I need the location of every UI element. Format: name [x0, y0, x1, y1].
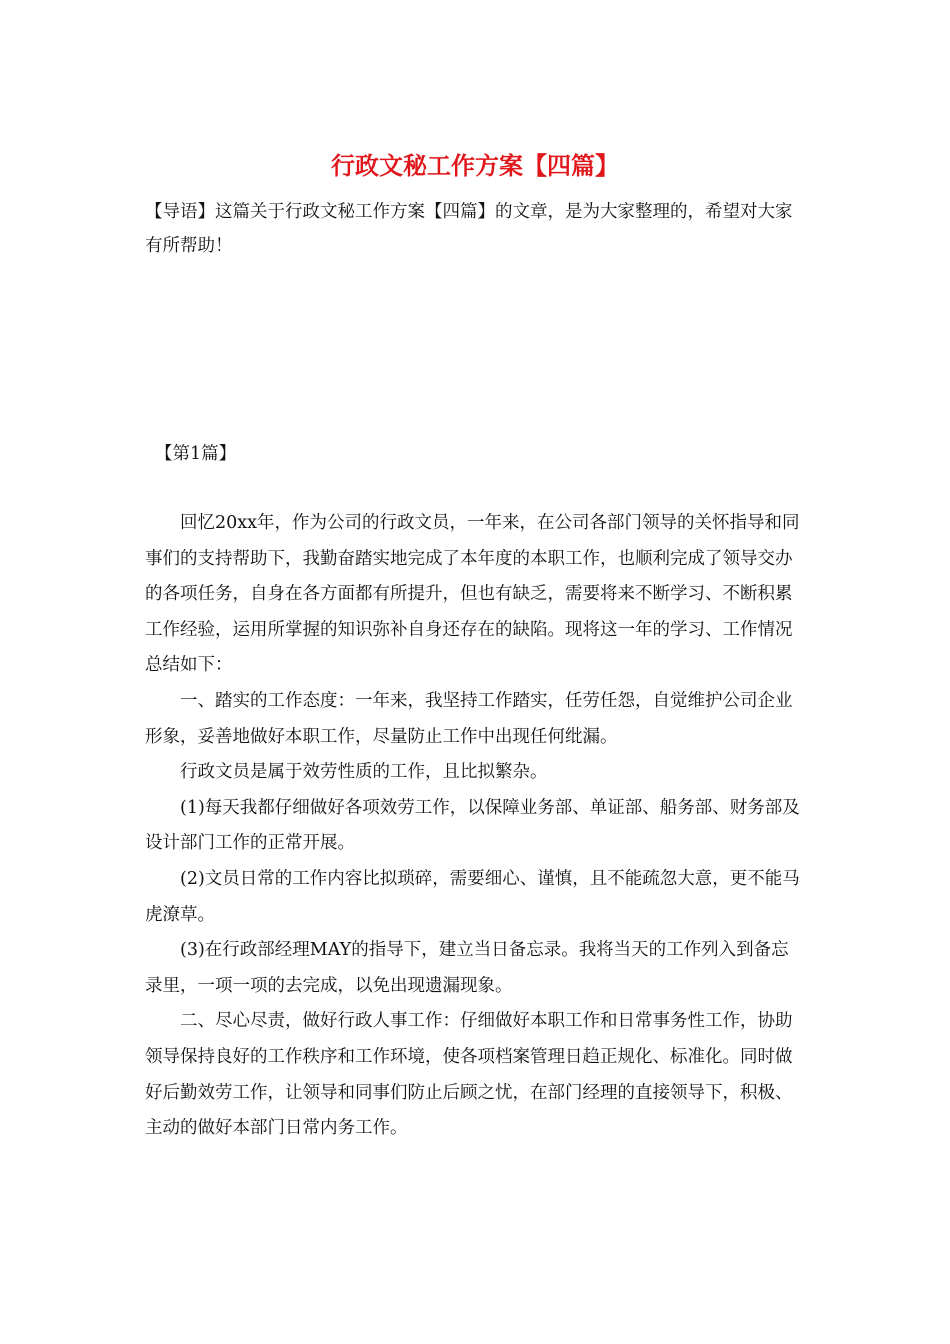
intro-paragraph: 【导语】这篇关于行政文秘工作方案【四篇】的文章，是为大家整理的，希望对大家有所帮助！: [145, 202, 793, 256]
section-heading: 【第1篇】: [155, 444, 237, 464]
body-paragraph: 回忆20xx年，作为公司的行政文员，一年来，在公司各部门领导的关怀指导和同事们的支持帮助下，我勤奋踏实地完成了本年度的本职工作，也顺利完成了领导交办的各项任务，自身在各方面都有所提升，但也有缺乏，需要将来不断学习、不断积累工作经验，运用所掌握的知识弥补自身还存在的缺陷。现将这一年的学习、工作情况总结如下：: [145, 513, 800, 676]
body-paragraph: 行政文员是属于效劳性质的工作，且比拟繁杂。: [180, 762, 548, 783]
body-paragraph: (3)在行政部经理MAY的指导下，建立当日备忘录。我将当天的工作列入到备忘录里，一项一项的去完成，以免出现遗漏现象。: [145, 940, 789, 996]
document-title: 行政文秘工作方案【四篇】: [331, 151, 619, 180]
body-paragraph: (1)每天我都仔细做好各项效劳工作，以保障业务部、单证部、船务部、财务部及设计部门工作的正常开展。: [145, 797, 800, 854]
body-paragraph: (2)文员日常的工作内容比拟琐碎，需要细心、谨慎，且不能疏忽大意，更不能马虎潦草。: [145, 868, 800, 925]
body-paragraph: 二、尽心尽责，做好行政人事工作：仔细做好本职工作和日常事务性工作，协助领导保持良好的工作秩序和工作环境，使各项档案管理日趋正规化、标准化。同时做好后勤效劳工作，让领导和同事们防止后顾之忧，在部门经理的直接领导下，积极、主动的做好本部门日常内务工作。: [145, 1011, 793, 1139]
document-body: [145, 506, 805, 1147]
body-paragraph: 一、踏实的工作态度：一年来，我坚持工作踏实，任劳任怨，自觉维护公司企业形象，妥善地做好本职工作，尽量防止工作中出现任何纰漏。: [145, 690, 793, 747]
